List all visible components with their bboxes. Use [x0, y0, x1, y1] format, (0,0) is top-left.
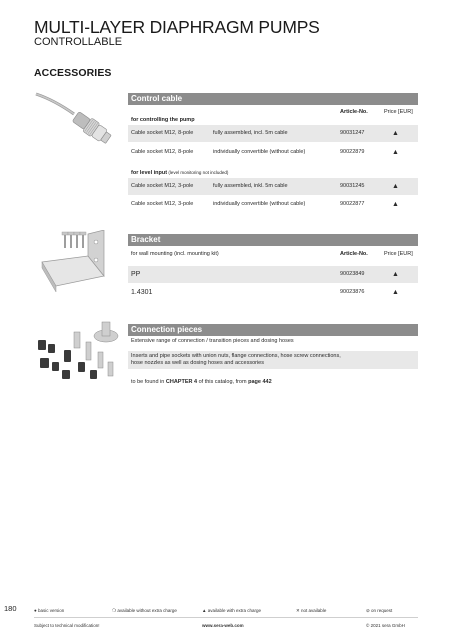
product-desc: individually convertible (without cable) [213, 149, 306, 155]
product-desc: fully assembled, inkl. 5m cable [213, 183, 288, 189]
price-marker-icon: ▲ [392, 271, 399, 278]
product-name: Cable socket M12, 8-pole [131, 130, 194, 136]
group-label: for level input (level monitoring not included) [131, 170, 229, 176]
price-marker-icon: ▲ [392, 289, 399, 296]
connection-line-3: to be found in CHAPTER 4 of this catalog, from page 442 [131, 379, 272, 385]
legend-item: ▲ available with extra charge [202, 608, 262, 613]
product-desc: fully assembled, incl. 5m cable [213, 130, 288, 136]
price-marker-icon: ▲ [392, 183, 399, 190]
col-price-header: Price [EUR] [384, 109, 413, 115]
price-marker-icon: ▲ [392, 149, 399, 156]
triangle-icon: ▲ [202, 608, 207, 613]
section-heading: ACCESSORIES [34, 67, 112, 79]
group-label: for controlling the pump [131, 117, 195, 123]
bracket-image [34, 230, 124, 296]
legend-item: ✕ not available [296, 608, 327, 613]
product-name: PP [131, 271, 141, 278]
legend-item: ⊘ on request [366, 608, 393, 613]
chapter-link: CHAPTER 4 [165, 379, 198, 385]
copyright: © 2021 sera GmbH [366, 623, 405, 628]
page-title: MULTI-LAYER DIAPHRAGM PUMPS [34, 17, 320, 37]
page-number: 180 [4, 604, 17, 613]
table-row [128, 284, 418, 301]
table-row [128, 144, 418, 161]
connection-pieces-bar: Connection pieces [128, 324, 418, 336]
on-request-icon: ⊘ [366, 608, 370, 613]
col-price-header: Price [EUR] [384, 251, 413, 257]
article-number: 90022877 [340, 201, 365, 207]
disclaimer: Subject to technical modification! [34, 623, 100, 628]
col-article-header: Article-No. [340, 251, 368, 257]
col-article-header: Article-No. [340, 109, 368, 115]
product-name: Cable socket M12, 3-pole [131, 183, 194, 189]
legend [0, 606, 452, 616]
product-name: 1.4301 [131, 289, 153, 296]
table-row [128, 266, 418, 283]
table-row [128, 125, 418, 142]
table-row [128, 196, 418, 213]
product-name: Cable socket M12, 8-pole [131, 149, 194, 155]
website-link[interactable]: www.sera-web.com [202, 623, 244, 628]
footer-divider [34, 617, 418, 618]
article-number: 90031245 [340, 183, 365, 189]
article-number: 90022879 [340, 149, 365, 155]
filled-circle-icon: ● [34, 608, 37, 613]
control-cable-bar: Control cable [128, 93, 418, 105]
legend-item: ● basic version [34, 608, 65, 613]
bracket-subheading: for wall mounting (incl. mounting kit) [131, 251, 219, 257]
price-marker-icon: ▲ [392, 201, 399, 208]
bracket-bar: Bracket [128, 234, 418, 246]
article-number: 90031247 [340, 130, 365, 136]
connection-line-1: Extensive range of connection / transition pieces and dosing hoses [131, 338, 294, 344]
page-link: page 442 [248, 379, 272, 385]
article-number: 90023849 [340, 271, 365, 277]
table-row [128, 178, 418, 195]
connection-line-2: Inserts and pipe sockets with union nuts, flange connections, hose screw connections, hose nozzles as well as dosing hoses and accessories [128, 351, 418, 369]
control-cable-image [34, 82, 124, 152]
product-desc: individually convertible (without cable) [213, 201, 306, 207]
connection-pieces-image [34, 318, 124, 390]
page-subtitle: CONTROLLABLE [34, 36, 123, 48]
legend-item: ❍ available without extra charge [112, 608, 177, 613]
cross-icon: ✕ [296, 608, 300, 613]
price-marker-icon: ▲ [392, 130, 399, 137]
half-circle-icon: ❍ [112, 608, 117, 613]
product-name: Cable socket M12, 3-pole [131, 201, 194, 207]
article-number: 90023876 [340, 289, 365, 295]
